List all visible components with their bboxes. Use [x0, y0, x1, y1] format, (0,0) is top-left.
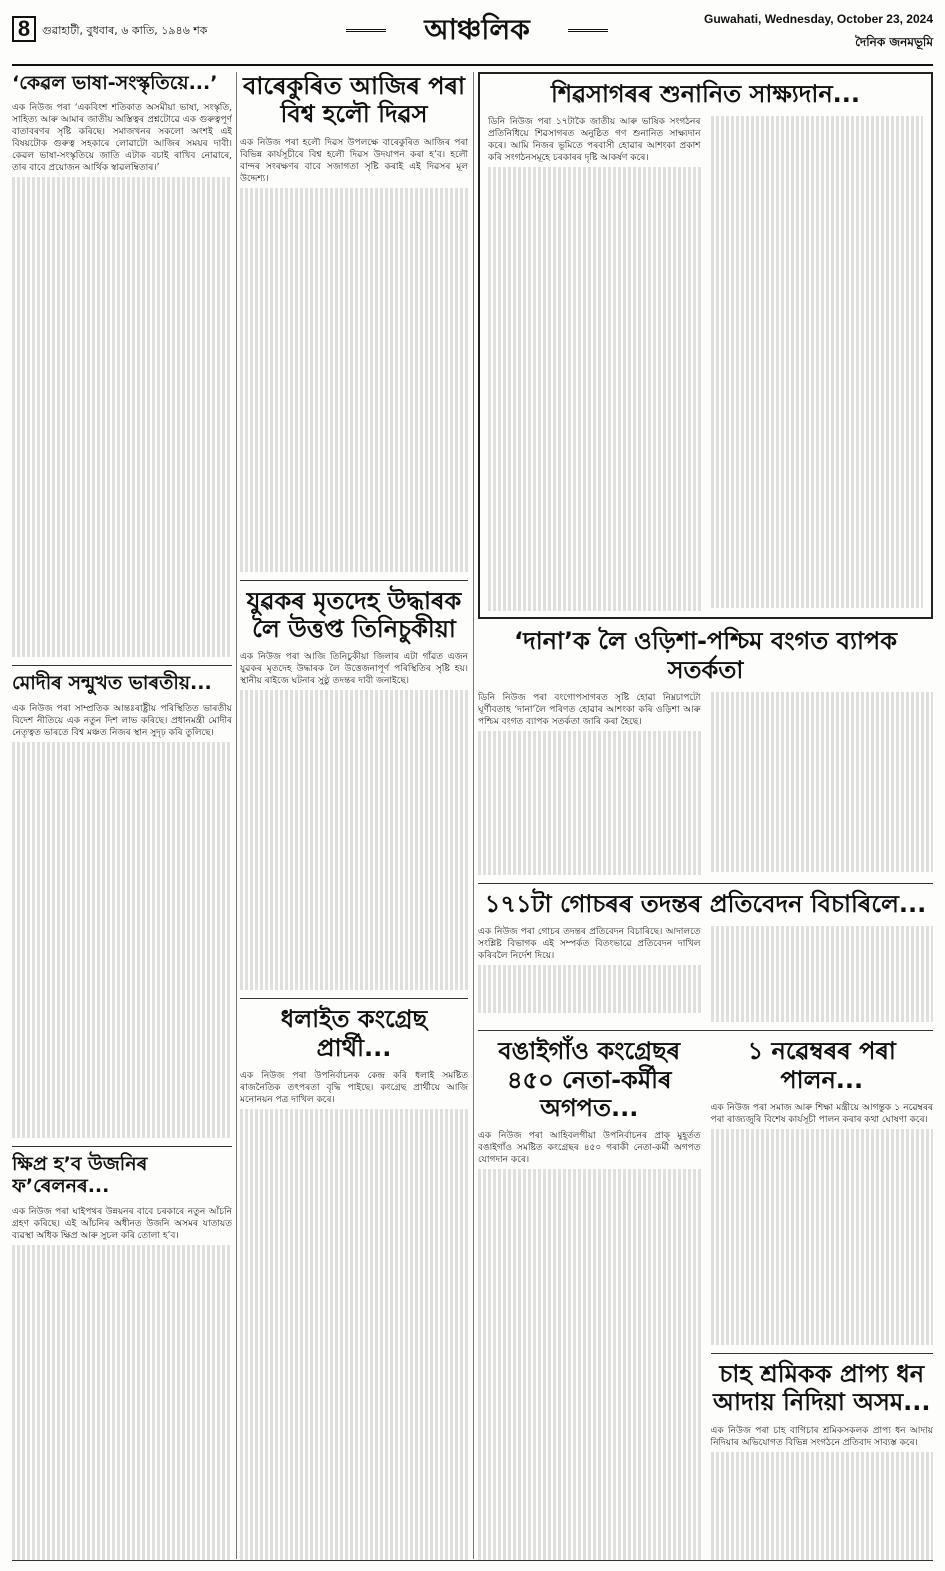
article-headline: মোদীৰ সন্মুখত ভাৰতীয়... [12, 672, 212, 695]
article [711, 1037, 934, 1345]
article-headline: যুৱকৰ মৃতদেহ উদ্ধাৰক লৈ উত্তপ্ত তিনিচুকীয়া [246, 586, 462, 643]
article [12, 72, 232, 657]
article-text: এক নিউজ পৰা আজি তিনিচুকীয়া জিলাৰ এটা গাঁৱত এজন যুৱকৰ মৃতদেহ উদ্ধাৰক লৈ উত্তেজনাপূৰ্ণ পৰিস্থিতিৰ সৃষ্টি হয়। স্থানীয় ৰাইজে ঘটনাৰ সুষ্ঠু তদন্তৰ দাবী জনাইছে। [240, 652, 468, 687]
article-body [478, 926, 701, 1022]
article-body [12, 1206, 232, 1561]
column-2 [240, 72, 468, 1561]
article-text: ডিনি নিউজ পৰা ১৭টাকৈ জাতীয় আৰু ভাষিক সংগঠনৰ প্ৰতিনিধিয়ে শিৱসাগৰত অনুষ্ঠিত গণ শুনানিত সাক্ষ্যদান কৰে। আমি নিজৰ ভূমিতে পৰবাসী হোৱাৰ আশংকা প্ৰকাশ কৰি সংগঠনসমূহে চৰকাৰৰ দৃষ্টি আকৰ্ষণ কৰে। [488, 117, 701, 164]
date-english: Guwahati, Wednesday, October 23, 2024 [704, 12, 933, 26]
article-text: এক নিউজ পৰা সাম্প্ৰতিক আন্তঃৰাষ্ট্ৰীয় পৰিস্থিতিত ভাৰতীয় বিদেশ নীতিয়ে এক নতুন দিশ লাভ কৰিছে। প্ৰধানমন্ত্ৰী মোদীৰ নেতৃত্বত ভাৰতে বিশ্ব মঞ্চত নিজৰ স্থান সুদৃঢ় কৰি তুলিছে। [12, 703, 232, 738]
article-headline: ‘দানা’ক লৈ ওড়িশা-পশ্চিম বংগত ব্যাপক সতৰ্কতা [514, 627, 897, 684]
article [240, 587, 468, 991]
page-number: 8 [12, 16, 36, 42]
article-text: এক নিউজ পৰা উপনিৰ্বাচনক কেন্দ্ৰ কৰি ধলাই সমষ্টিত ৰাজনৈতিক তৎপৰতা বৃদ্ধি পাইছে। কংগ্ৰেছ প্ৰাৰ্থীয়ে আজি মনোনয়ন পত্ৰ দাখিল কৰে। [240, 1070, 468, 1105]
article-text: এক নিউজ পৰা হলৌ দিৱস উপলক্ষে বাৰেকুৰিত আজিৰ পৰা বিভিন্ন কাৰ্যসূচীৰে বিশ্ব হলৌ দিৱস উদযাপন কৰা হ’ব। হলৌ বান্দৰ সংৰক্ষণৰ বাবে সজাগতা সৃষ্টি কৰাই এই দিৱসৰ মূল উদ্দেশ্য। [240, 137, 468, 184]
article-text: এক নিউজ পৰা ঘাইপথৰ উন্নয়নৰ বাবে চৰকাৰে নতুন আঁচনি গ্ৰহণ কৰিছে। এই আঁচনিৰ অধীনত উজনি অসমৰ যাতায়ত ব্যৱস্থা অধিক ক্ষিপ্ৰ আৰু সুচল কৰি তোলা হ’ব। [12, 1206, 232, 1241]
article-body [478, 692, 701, 875]
article-text: এক নিউজ পৰা গোচৰ তদন্তৰ প্ৰতিবেদন বিচাৰিছে। আদালতে সংশ্লিষ্ট বিভাগক এই সম্পৰ্কত বিতংভাৱে প্ৰতিবেদন দাখিল কৰিবলৈ নিৰ্দেশ দিয়ে। [478, 927, 701, 962]
article-text: ডিনি নিউজ পৰা বংগোপসাগৰত সৃষ্টি হোৱা নিম্নচাপটো ঘূৰ্ণীবতাহ ‘দানা’লৈ পৰিণত হোৱাৰ আশংকা কৰি ওড়িশা আৰু পশ্চিম বংগত ব্যাপক সতৰ্কতা জাৰি কৰা হৈছে। [478, 692, 701, 727]
article-body [12, 102, 232, 657]
article-headline: ১৭১টা গোচৰৰ তদন্তৰ প্ৰতিবেদন বিচাৰিলে... [484, 889, 927, 918]
article [478, 890, 933, 1022]
column-rule [473, 72, 474, 1559]
article [12, 1153, 232, 1561]
article-headline: বঙাইগাঁও কংগ্ৰেছৰ ৪৫০ নেতা-কৰ্মীৰ অগপত... [498, 1037, 681, 1122]
article-body [240, 651, 468, 990]
article-headline: ধলাইত কংগ্ৰেছ প্ৰাৰ্থী... [280, 1005, 428, 1062]
column-3 [478, 72, 933, 1561]
article [240, 72, 468, 572]
article-body [488, 116, 701, 611]
column-1 [12, 72, 232, 1561]
article-body [478, 1130, 701, 1561]
article-body [711, 1425, 934, 1562]
article-text: এক নিউজ পৰা ‘একবিংশ শতিকাত অসমীয়া ভাষা, সংস্কৃতি, সাহিত্য আৰু আমাৰ জাতীয় অস্তিত্বৰ প্ৰশ্নটোৱে এক গুৰুত্বপূৰ্ণ বাতাবৰণৰ সৃষ্টি কৰিছে। সমাজখনৰ সকলো অংশই এই বিষয়টোক গুৰুত্ব সহকাৰে লোৱাটো আজিৰ সময়ৰ দাবী। কেৱল ভাষা-সংস্কৃতিয়ে জাতি এটাক বচাই ৰাখিব নোৱাৰে, তাৰ বাবে প্ৰয়োজন আৰ্থিক স্বাৱলম্বিতাৰ।’ [12, 103, 232, 174]
article-headline: শিৱসাগৰৰ শুনানিত সাক্ষ্যদান... [551, 80, 860, 108]
footer-rule [12, 1560, 933, 1561]
date-local: গুৱাহাটী, বুধবাৰ, ৬ কাতি, ১৯৪৬ শক [42, 24, 208, 37]
article-headline: ‘কেৱল ভাষা-সংস্কৃতিয়ে...’ [12, 72, 218, 94]
article [12, 672, 232, 1137]
article-body [240, 1070, 468, 1561]
article [478, 627, 933, 875]
article-headline: বাৰেকুৰিত আজিৰ পৰা বিশ্ব হলৌ দিৱস [243, 72, 465, 129]
article [711, 1360, 934, 1561]
article-headline: ক্ষিপ্ৰ হ’ব উজনিৰ ফ’ৰেলনৰ... [12, 1152, 148, 1198]
article-body [12, 703, 232, 1138]
article [240, 1005, 468, 1561]
article-text: এক নিউজ পৰা চাহ বাগিচাৰ শ্ৰমিকসকলক প্ৰাপ্য ধন আদায় নিদিয়াৰ অভিযোগত বিভিন্ন সংগঠনে প্ৰতিবাদ সাব্যস্ত কৰে। [710, 1425, 933, 1448]
paper-name: দৈনিক জনমভূমি [855, 35, 933, 49]
article-headline: চাহ শ্ৰমিকক প্ৰাপ্য ধন আদায় নিদিয়া অসম... [713, 1359, 931, 1417]
article-body [711, 1102, 934, 1345]
masthead [12, 8, 933, 66]
boxed-article [478, 72, 933, 619]
section-title: আঞ্চলিক [392, 10, 562, 50]
article-text: এক নিউজ পৰা আহিবলগীয়া উপনিৰ্বাচনৰ প্ৰাক্ মুহূৰ্তত বঙাইগাঁও সমষ্টিত কংগ্ৰেছৰ ৪৫০ গৰাকী নেতা-কৰ্মী অগপত যোগদান কৰে। [478, 1131, 701, 1166]
article-text: এক নিউজ পৰা সমাজ আৰু শিক্ষা মন্ত্ৰীয়ে আগন্তুক ১ নৱেম্বৰৰ পৰা ৰাজ্যজুৰি বিশেষ কাৰ্যসূচী পালন কৰাৰ কথা ঘোষণা কৰে। [710, 1102, 933, 1125]
article-body [240, 137, 468, 572]
article-headline: ১ নৱেম্বৰৰ পৰা পালন... [747, 1037, 896, 1094]
article [478, 1037, 701, 1561]
column-rule [236, 72, 237, 1559]
